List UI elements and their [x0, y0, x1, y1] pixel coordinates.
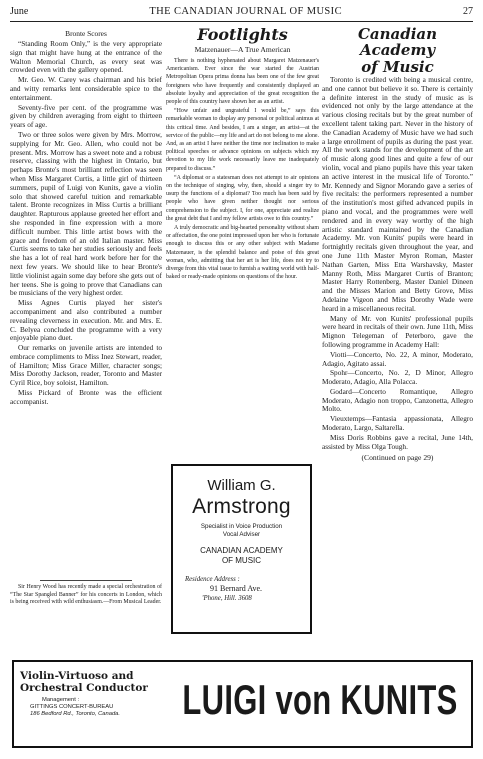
bronte-scores-column	[10, 26, 162, 642]
footlights-subtitle: Matzenauer—A True American	[194, 45, 291, 54]
academy-column	[322, 26, 473, 651]
kunits-management: Management :	[42, 697, 80, 703]
article-paragraph: Our remarks on juvenile artists are intended to embrace compliments to Miss Inez Stewart, reader, of Hamilton; Miss Grace Miller, character songs; Miss Dorothy Jackson, reader, Toronto and Master Cyril Rice, boy soloist, Hamilton.	[10, 343, 162, 388]
ad-specialty: Specialist in Voice Production	[200, 523, 283, 530]
article-paragraph: “A diplomat or a statesman does not attempt to air opinions on the technique of singing, why, then, should a singer try to usurp the functions of a diplomat? Too much has been said by people who have given neither thought nor serious comprehension to the subject. I, for one, appreciate and realize the great debt that I and my fellow artists owe to this country.”	[166, 174, 319, 222]
page-number: 27	[462, 6, 473, 17]
kunits-name: LUIGI von KUNITS	[182, 676, 458, 724]
programme-item: Godard—Concerto Romantique, Allegro Moderato, Adagio non troppo, Canzonetta, Allegro Molto.	[322, 386, 473, 414]
article-paragraph: Seventy-five per cent. of the programme was given by children averaging from eight to thirteen years of age.	[10, 102, 162, 130]
kunits-role-line2: Orchestral Conductor	[20, 682, 148, 694]
ad-residence-address: 91 Bernard Ave.	[210, 584, 263, 594]
article-paragraph: Miss Agnes Curtis played her sister's accompaniment and also contributed a number revealing cleverness in execution. Mr. and Mrs. E. C. Belyea concluded the programme with a very enjoyable piano duet.	[10, 298, 162, 343]
ad-residence	[185, 575, 310, 603]
ad-role: Vocal Adviser	[222, 530, 261, 538]
programme-item: Vieuxtemps—Fantasia appassionata, Allegro Moderato, Largo, Saltarella.	[322, 414, 473, 433]
programme-item: Viotti—Concerto, No. 22, A minor, Moderato, Adagio, Agitato assai.	[322, 349, 473, 368]
ad-residence-label: Residence Address :	[185, 576, 240, 584]
article-paragraph: Miss Pickard of Bronte was the efficient accompanist.	[10, 388, 162, 406]
header-month: June	[10, 6, 29, 17]
continued-note: (Continued on page 29)	[361, 453, 434, 463]
bronte-scores-title: Bronte Scores	[65, 29, 107, 38]
ad-org-line2: OF MUSIC	[221, 555, 262, 565]
note-rule	[40, 580, 132, 581]
article-paragraph: Mr. Geo. W. Carey was chairman and his brief and witty remarks lent considerable spice to the entertainment.	[10, 75, 162, 102]
footlights-column	[166, 26, 319, 462]
ad-org-line1: CANADIAN ACADEMY	[200, 546, 283, 556]
article-paragraph: A truly democratic and big-hearted personality without sham or affectation, the one point impressed upon her who is fortunate enough to discuss this or any other subject with Madame Matzenauer, is the splendid balance and poise of this great woman, who, admitting that her art is her life, does not try to diverge from this vital issue to furnish a waiting world with half-baked or ready-made opinions on questions of the hour.	[166, 225, 319, 281]
armstrong-advertisement	[171, 464, 312, 634]
ad-name-first: William G.	[207, 477, 276, 494]
star-spangled-banner-note: Sir Henry Wood has recently made a special orchestration of “The Star Spangled Banner” for his concerts in London, which is being received with wild enthusiasm.—From Musical Leader.	[10, 584, 162, 606]
programme-item: Spohr—Concerto, No. 2, D Minor, Allegro Moderato, Adagio, Alla Polacca.	[322, 368, 473, 387]
kunits-bureau: GITTINGS CONCERT-BUREAU	[30, 704, 114, 710]
academy-title-line1: Canadian Academy	[357, 26, 438, 59]
running-head	[10, 6, 473, 20]
footlights-title: Footlights	[197, 26, 288, 44]
kunits-advertisement	[12, 660, 473, 748]
article-paragraph: Many of Mr. von Kunits' professional pupils were heard in recitals of their own. June 11th, Miss Mignon Telegeman of Peterboro, gave the following programme in Academy Hall:	[322, 313, 473, 349]
academy-title-line2: of Music	[361, 58, 434, 76]
header-rule	[10, 21, 473, 22]
kunits-details	[20, 670, 165, 718]
article-paragraph: Toronto is credited with being a musical centre, and one cannot but believe it so. There is certainly a definite interest in the study of music as is evidenced not only by the large attendance at the various closing recitals but by the great number of excellent talent taking part. Never in the history of the Canadian Academy of Music have we had such a large enrollment of pupils as during the past year. All the work stands for the development of the art of music along good lines and quite a few of our violin, vocal and piano pupils have this year taken an active interest in the musical life of Toronto.” Mr. Kennedy and Signor Morando gave a series of five recitals: the performers represented a number of the institution's most gifted advanced pupils in piano and vocal, and the programmes were well rendered and in every way worthy of the high artistic standard maintained by the Canadian Academy. Mr. von Kunits' pupils were heard in fortnightly recitals given throughout the year, and one June 11th Master Myron Roman, Master Nathan Garten, Miss Etta Warshavsky, Master Manny Roth, Miss Margaret Curtis of Branton; Master Harry Rottenberg, Master Daniel Dineen and the Misses Marion and Betty Grove, Miss Adelaine Vigeon and Miss Dorothy Wade were heard in a miscellaneous recital.	[322, 75, 473, 313]
article-paragraph: “How unfair and ungrateful I would be,” says this remarkable woman to display any personal or political animus at this critical time. And besides, I am a singer, an artist—at the service of the public—my life and art do not belong to me alone. And, as an artist I have neither the time nor inclination to make political speeches or advance opinions on subjects which my devotion to my life work necessarily leave me inadequately prepared to discuss.”	[166, 108, 319, 172]
article-paragraph: “Standing Room Only,” is the very appropriate sign that might have hung at the entrance of the Walton Memorial Church, as every seat was crowded even with the gallery opened.	[10, 39, 162, 75]
kunits-role-line1: Violin-Virtuoso and	[20, 670, 134, 682]
journal-title: THE CANADIAN JOURNAL OF MUSIC	[149, 6, 342, 17]
article-paragraph: Miss Doris Robbins gave a recital, June 14th, assisted by Miss Olga Tough.	[322, 432, 473, 451]
kunits-address: 186 Bedford Rd., Toronto, Canada.	[30, 711, 121, 717]
ad-phone: 'Phone, Hill. 3608	[202, 594, 252, 602]
ad-name-last: Armstrong	[192, 495, 291, 518]
article-paragraph: There is nothing hyphenated about Margaret Matzenauer's Americanism. Ever since the war started the Austrian Metropolitan Opera prima donna has been one of the few great foreigners who have frequently and consistently displayed an absolute loyalty and appreciation of the great recognition the people of this country have shown her as an artist.	[166, 58, 319, 106]
article-paragraph: Two or three solos were given by Mrs. Morrow, supplying for Mr. Geo. Allen, who could not be present. Mrs. Morrow has a sweet note and a robust reserve, classing with the highest in Ontario, but perhaps Bronte's most brilliant reflection was seen when Miss Margaret Curtis, a little girl of thirteen summers, pupil of Luigi von Kunits, gave a violin solo that showed careful tuition and remarkable talent. Bronte recognizes in Miss Curtis a brilliant daughter. Rapturous applause greeted her effort and she responded in fine expression with a more difficult number. This little artist bows with the grace and freedom of an old Italian master. Miss Curtis seems to take her studies seriously and feels she has a lot of real hard work before her for the next few years. We should like to hear Bronte's little violinist again some day before she gets out of her teens. She is going to prove that Canadians can be musicians of the very highest order.	[10, 129, 162, 298]
